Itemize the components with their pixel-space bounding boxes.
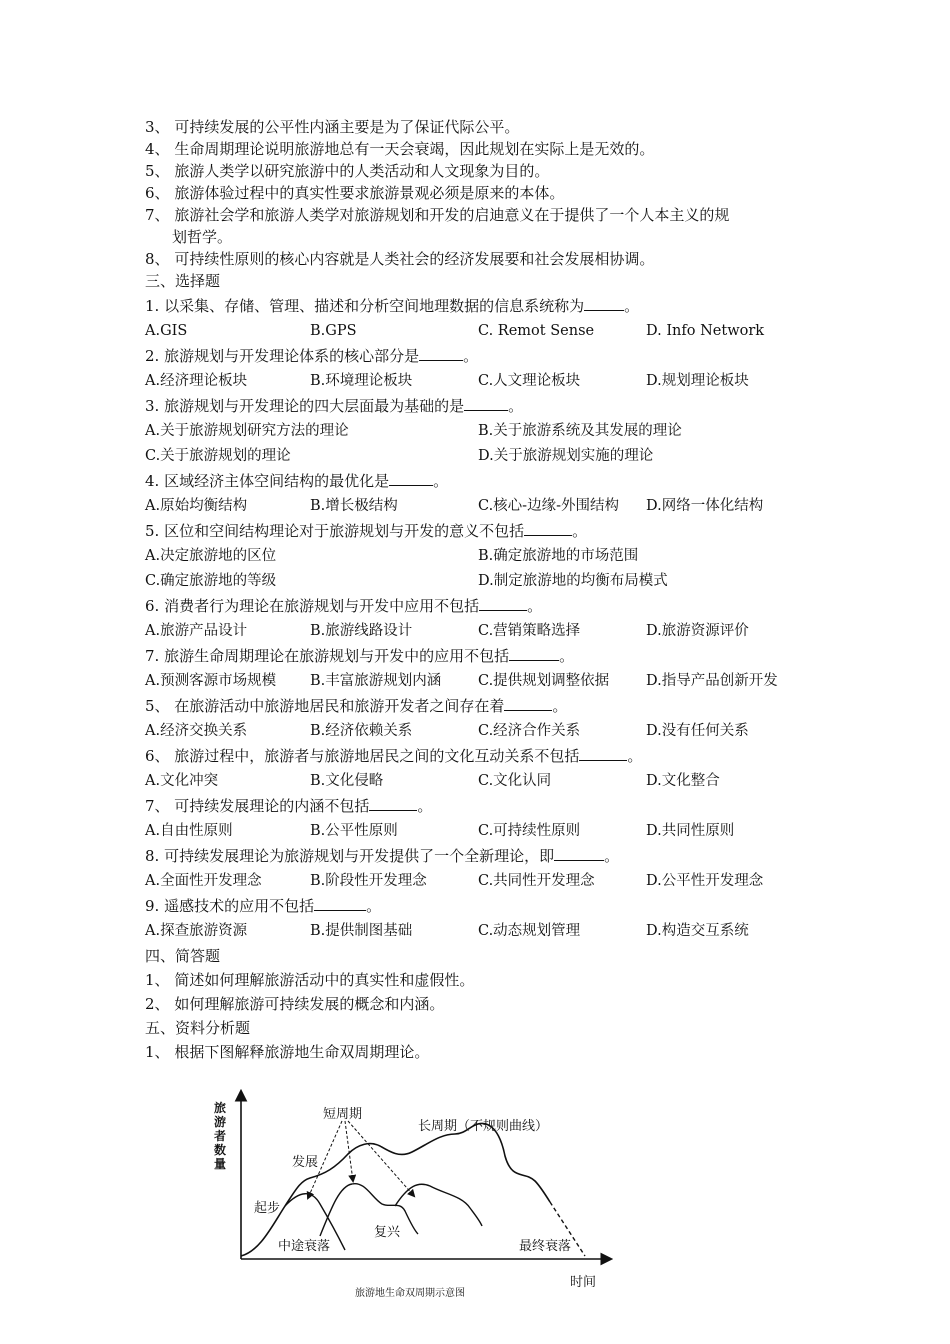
short-cycle-curve-3 — [395, 1184, 482, 1226]
option-d: D.网络一体化结构 — [646, 498, 764, 514]
question-stem: 6. 消费者行为理论在旅游规划与开发中应用不包括 。 — [145, 597, 543, 615]
question-stem: 5. 区位和空间结构理论对于旅游规划与开发的意义不包括 。 — [145, 522, 588, 540]
option-b: B.提供制图基础 — [310, 923, 413, 939]
option-d: D.规划理论板块 — [646, 373, 749, 389]
question-stem: 7. 旅游生命周期理论在旅游规划与开发中的应用不包括 。 — [145, 647, 575, 665]
life-cycle-figure — [200, 1086, 620, 1304]
option-a: A.决定旅游地的区位 — [145, 548, 277, 564]
option-d: D.公平性开发理念 — [646, 873, 764, 889]
option-d: D. Info Network — [646, 323, 765, 339]
figure-caption: 旅游地生命双周期示意图 — [355, 1288, 465, 1299]
option-b: B.环境理论板块 — [310, 373, 413, 389]
tf-item: 4、 生命周期理论说明旅游地总有一天会衰竭，因此规划在实际上是无效的。 — [145, 140, 655, 158]
x-axis-label: 时间 — [570, 1275, 597, 1290]
y-axis-label: 旅 游 者 数 量 — [214, 1101, 227, 1171]
option-a: A.文化冲突 — [145, 773, 219, 789]
short-cycle-label: 短周期 — [323, 1107, 363, 1122]
option-d: D.关于旅游规划实施的理论 — [478, 448, 654, 464]
tf-item: 5、 旅游人类学以研究旅游中的人类活动和人文现象为目的。 — [145, 162, 550, 180]
tf-item: 8、 可持续性原则的核心内容就是人类社会的经济发展要和社会发展相协调。 — [145, 250, 655, 268]
option-a: A.全面性开发理念 — [145, 873, 262, 889]
final-decline-label: 最终衰落 — [519, 1239, 572, 1254]
option-c: C.经济合作关系 — [478, 723, 581, 739]
option-b: B.丰富旅游规划内涵 — [310, 673, 442, 689]
option-c: C.关于旅游规划的理论 — [145, 448, 291, 464]
option-c: C.人文理论板块 — [478, 373, 581, 389]
option-a: A.旅游产品设计 — [145, 623, 248, 639]
section-heading: 五、资料分析题 — [145, 1019, 251, 1037]
revival-label: 复兴 — [374, 1225, 401, 1240]
option-b: B.增长极结构 — [310, 498, 398, 514]
option-d: D.文化整合 — [646, 773, 720, 789]
option-a: A.关于旅游规划研究方法的理论 — [145, 423, 349, 439]
short-answer-item: 2、 如何理解旅游可持续发展的概念和内涵。 — [145, 995, 445, 1013]
option-a: A.经济交换关系 — [145, 723, 248, 739]
question-stem: 7、 可持续发展理论的内涵不包括 。 — [145, 797, 433, 815]
option-a: A.预测客源市场规模 — [145, 673, 277, 689]
short-cycle-arrow-3 — [348, 1121, 414, 1196]
option-b: B.公平性原则 — [310, 823, 398, 839]
long-cycle-label: 长周期（不规则曲线） — [418, 1119, 549, 1134]
tf-item: 3、 可持续发展的公平性内涵主要是为了保证代际公平。 — [145, 118, 520, 136]
option-b: B.旅游线路设计 — [310, 623, 413, 639]
section-heading: 四、简答题 — [145, 947, 221, 965]
analysis-item: 1、 根据下图解释旅游地生命双周期理论。 — [145, 1043, 430, 1061]
option-c: C. Remot Sense — [478, 323, 595, 339]
question-stem: 1. 以采集、存储、管理、描述和分析空间地理数据的信息系统称为 。 — [145, 297, 640, 315]
tf-item: 6、 旅游体验过程中的真实性要求旅游景观必须是原来的本体。 — [145, 184, 565, 202]
option-d: D.构造交互系统 — [646, 923, 749, 939]
section-heading: 三、选择题 — [145, 272, 221, 290]
option-b: B.确定旅游地的市场范围 — [478, 548, 639, 564]
option-b: B.文化侵略 — [310, 773, 384, 789]
option-d: D.旅游资源评价 — [646, 623, 749, 639]
option-c: C.共同性开发理念 — [478, 873, 595, 889]
option-c: C.核心-边缘-外围结构 — [478, 498, 619, 514]
short-cycle-curve-2 — [320, 1184, 418, 1236]
question-stem: 3. 旅游规划与开发理论的四大层面最为基础的是 。 — [145, 397, 524, 415]
development-label: 发展 — [292, 1155, 319, 1170]
tf-item: 7、 旅游社会学和旅游人类学对旅游规划和开发的启迪意义在于提供了一个人本主义的规 — [145, 206, 730, 224]
question-stem: 4. 区域经济主体空间结构的最优化是 。 — [145, 472, 449, 490]
question-stem: 9. 遥感技术的应用不包括 。 — [145, 897, 382, 915]
option-a: A.经济理论板块 — [145, 373, 248, 389]
start-label: 起步 — [254, 1201, 281, 1216]
option-c: C.动态规划管理 — [478, 923, 581, 939]
question-stem: 8. 可持续发展理论为旅游规划与开发提供了一个全新理论，即 。 — [145, 847, 620, 865]
option-a: A.GIS — [145, 323, 188, 339]
option-c: C.提供规划调整依据 — [478, 673, 610, 689]
question-stem: 2. 旅游规划与开发理论体系的核心部分是 。 — [145, 347, 479, 365]
option-d: D.指导产品创新开发 — [646, 673, 778, 689]
option-c: C.文化认同 — [478, 773, 552, 789]
midway-decline-label: 中途衰落 — [278, 1239, 331, 1254]
tf-item-continuation: 划哲学。 — [172, 228, 233, 246]
option-c: C.可持续性原则 — [478, 823, 581, 839]
question-stem: 5、 在旅游活动中旅游地居民和旅游开发者之间存在着 。 — [145, 697, 568, 715]
option-d: D.共同性原则 — [646, 823, 735, 839]
option-a: A.探查旅游资源 — [145, 923, 248, 939]
short-answer-item: 1、 简述如何理解旅游活动中的真实性和虚假性。 — [145, 971, 475, 989]
option-b: B.关于旅游系统及其发展的理论 — [478, 423, 682, 439]
option-a: A.自由性原则 — [145, 823, 233, 839]
question-stem: 6、 旅游过程中，旅游者与旅游地居民之间的文化互动关系不包括 。 — [145, 747, 643, 765]
life-cycle-diagram — [200, 1086, 620, 1304]
option-d: D.没有任何关系 — [646, 723, 749, 739]
option-d: D.制定旅游地的均衡布局模式 — [478, 573, 668, 589]
option-b: B.经济依赖关系 — [310, 723, 413, 739]
option-b: B.GPS — [310, 323, 357, 339]
option-b: B.阶段性开发理念 — [310, 873, 427, 889]
option-c: C.营销策略选择 — [478, 623, 581, 639]
option-a: A.原始均衡结构 — [145, 498, 248, 514]
option-c: C.确定旅游地的等级 — [145, 573, 277, 589]
